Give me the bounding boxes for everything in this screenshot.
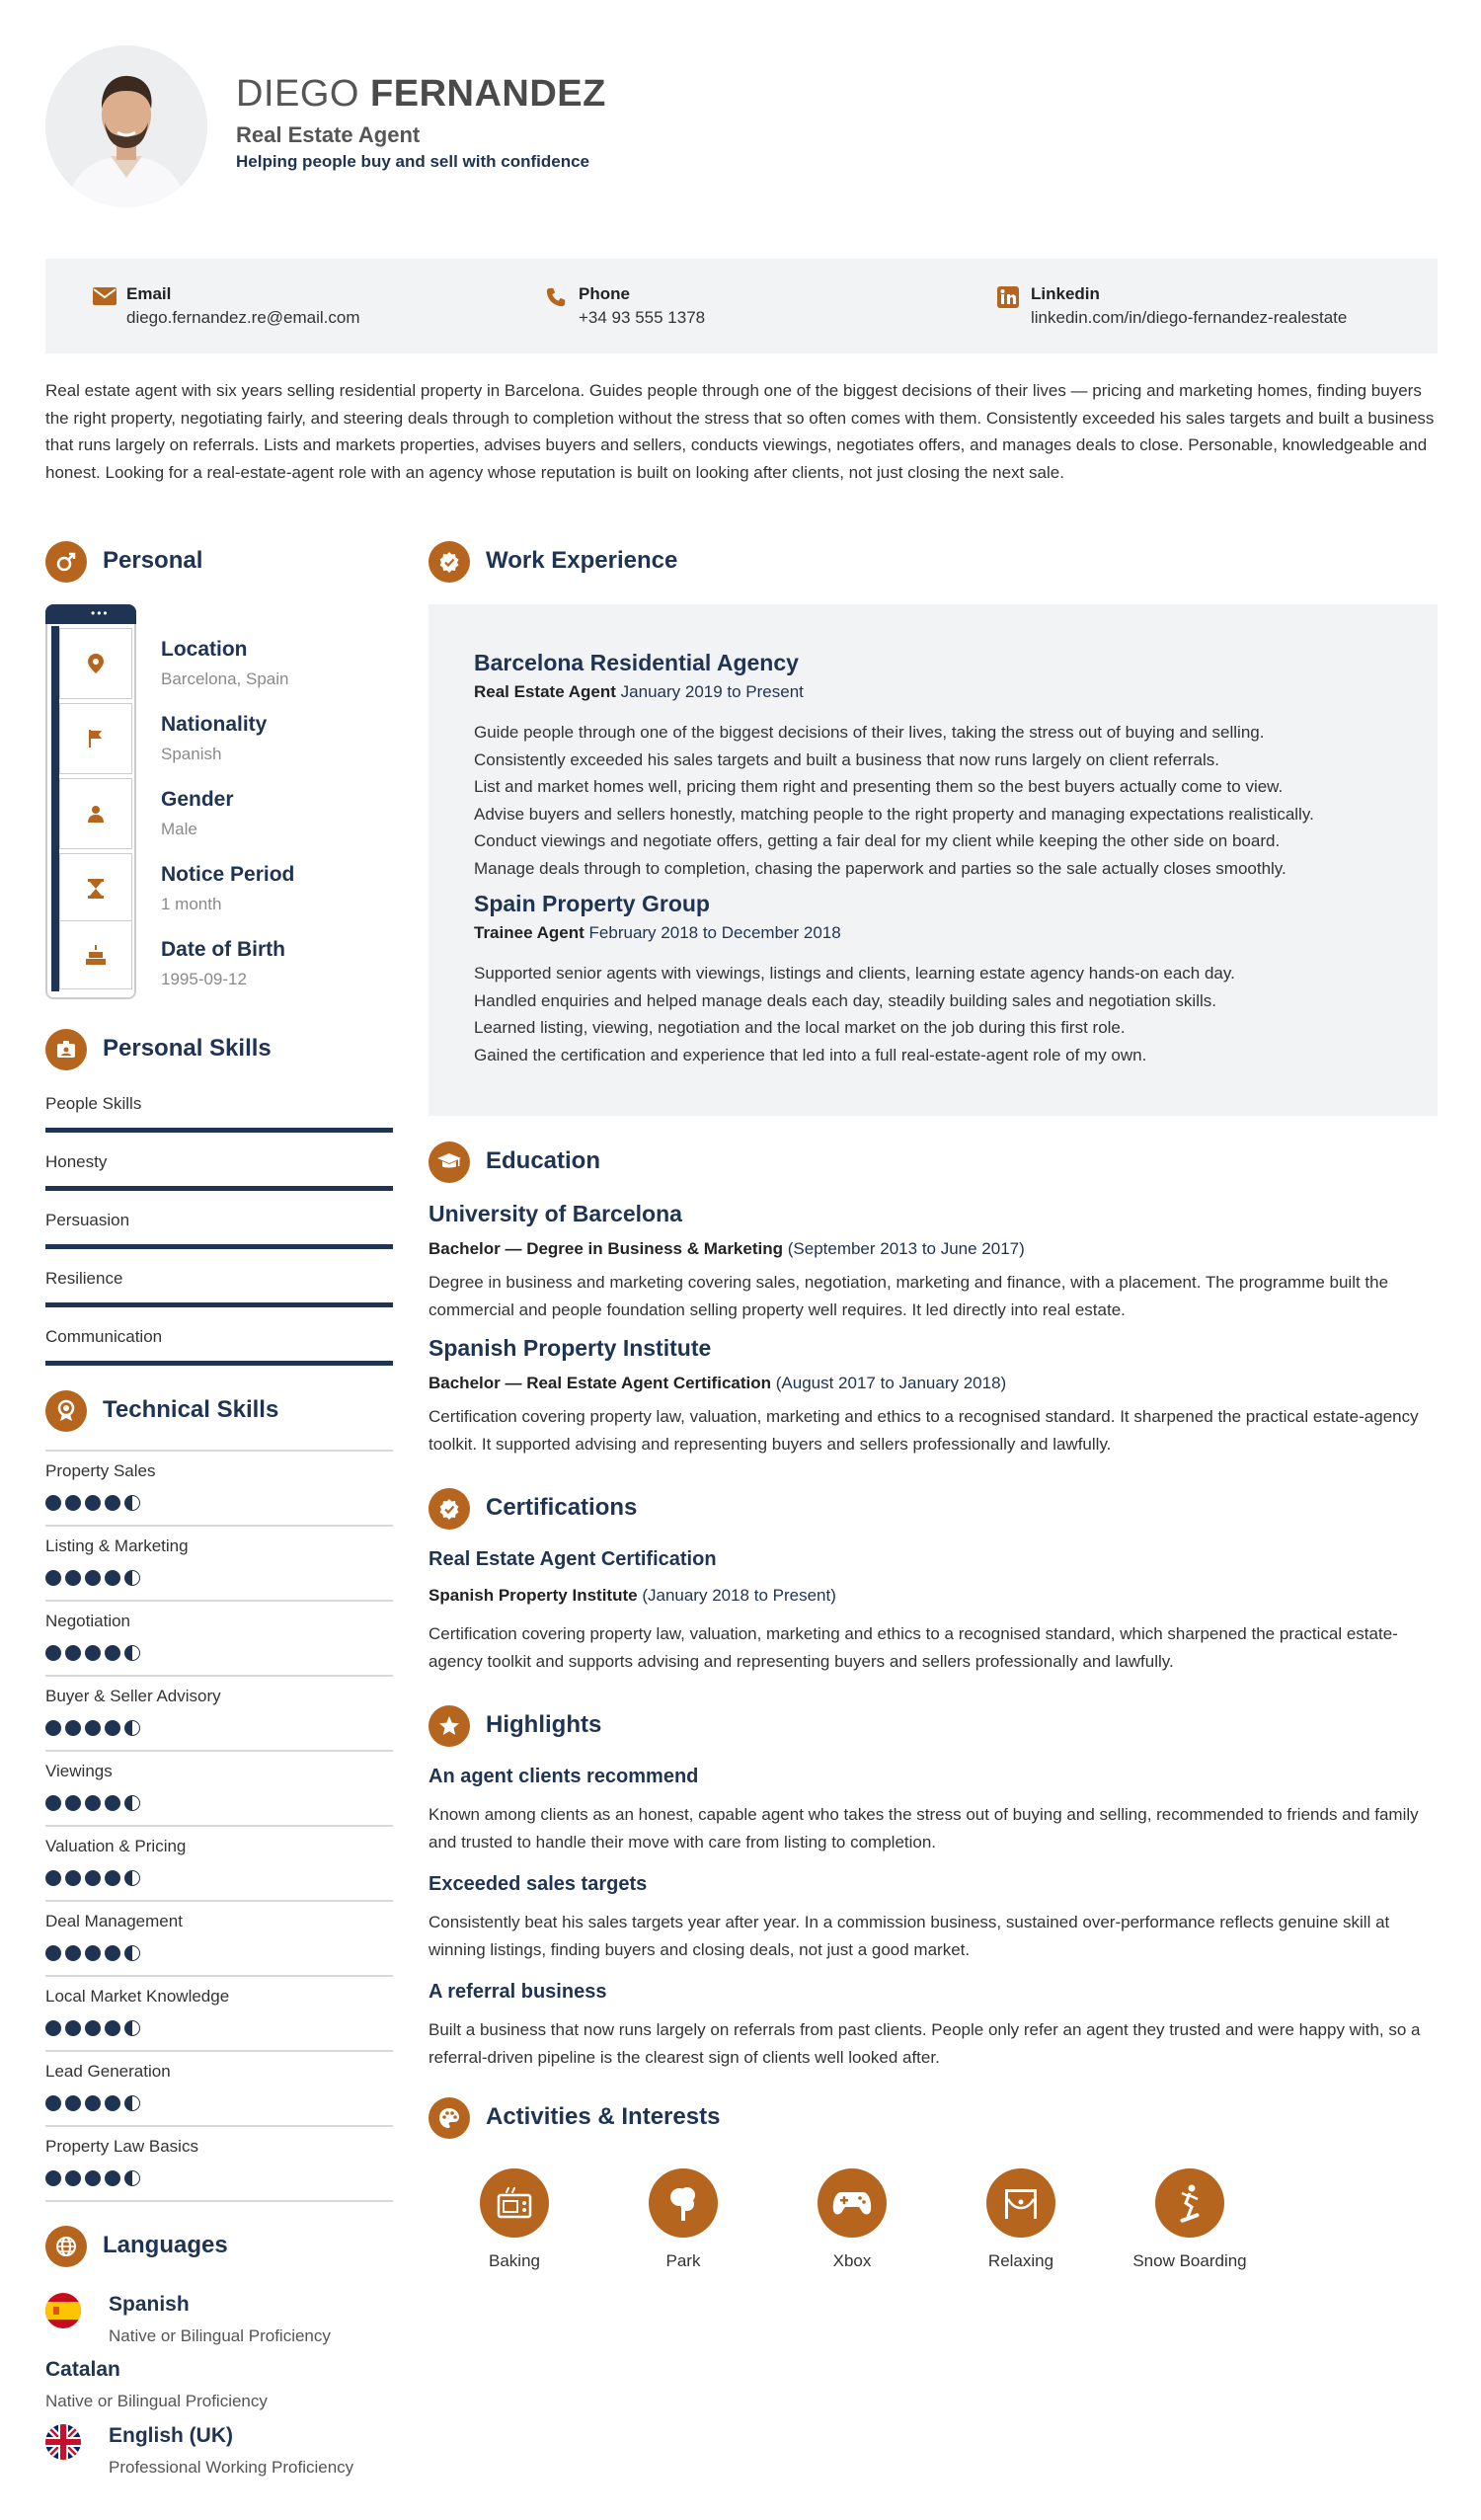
- highlight-title: Exceeded sales targets: [429, 1873, 648, 1895]
- personal-date-of-birth: [161, 938, 285, 989]
- rating-dot: [124, 1645, 140, 1661]
- degree-line: [429, 1239, 1025, 1259]
- duty-item: Conduct viewings and negotiate offers, getting a fair deal for my client while keeping the other side on board.: [474, 831, 1281, 850]
- skill-level-bar: [45, 1244, 393, 1249]
- duty-item: Manage deals through to completion, chasing the paperwork and parties so the sale actually closes smoothly.: [474, 858, 1286, 878]
- divider: [45, 2125, 393, 2127]
- email-value[interactable]: diego.fernandez.re@email.com: [126, 308, 360, 327]
- personal-skill-name: Communication: [45, 1327, 163, 1346]
- certification-dates: (January 2018 to Present): [642, 1586, 836, 1605]
- duty-item: Advise buyers and sellers honestly, matching people to the right property and managing expectations realistically.: [474, 804, 1314, 824]
- personal-skill: [45, 1211, 393, 1230]
- linkedin-label: Linkedin: [1031, 284, 1100, 303]
- certificate-badge-icon: [429, 1488, 470, 1530]
- profile-summary: Real estate agent with six years selling residential property in Barcelona. Guides people through one of the biggest decisions of their lives — pricing and marketing homes, finding buyers the right property, negotiating fairly, and steering deals through to completion without the stress that so often comes with them. Consistently exceeded his sales targets and built a business that runs largely on referrals. Lists and markets properties, advises buyers and sellers, conducts viewings, negotiates offers, and manages deals to close. Personable, knowledgeable and honest. Looking for a real-estate-agent role with an agency whose reputation is built on looking after clients, not just closing the next sale.: [45, 381, 1435, 482]
- skill-rating: [45, 1720, 140, 1736]
- certification-issuer-line: [429, 1586, 836, 1606]
- rating-dot: [45, 2020, 61, 2036]
- skill-level-fill: [45, 1302, 393, 1307]
- personal-location: [161, 638, 288, 689]
- role-line: [474, 682, 804, 702]
- language-proficiency: Native or Bilingual Proficiency: [109, 2326, 331, 2345]
- frame-topbar: •••: [45, 604, 136, 624]
- interest-label: Baking: [489, 2251, 540, 2270]
- skill-rating: [45, 2095, 140, 2111]
- rating-dot: [65, 1795, 81, 1811]
- gender-label: Gender: [161, 788, 234, 811]
- flag-icon: [59, 703, 132, 774]
- interest-label: Relaxing: [987, 2251, 1054, 2270]
- divider: [45, 1825, 393, 1827]
- duty-list: [474, 960, 1235, 1068]
- rating-dot: [85, 2020, 101, 2036]
- highlight-text: Known among clients as an honest, capable agent who takes the stress out of buying and selling, recommended to friends and family and trusted to handle their move with care from listing to completion.: [429, 1805, 1419, 1851]
- frame-strip: [51, 626, 59, 991]
- nationality-label: Nationality: [161, 713, 268, 736]
- skill-level-bar: [45, 1302, 393, 1307]
- rating-dot: [105, 1720, 120, 1736]
- divider: [45, 1525, 393, 1527]
- divider: [45, 1975, 393, 1977]
- personal-skills-title: Personal Skills: [103, 1035, 272, 1062]
- duty-item: List and market homes well, pricing them right and presenting them so the best buyers actually come to view.: [474, 777, 1284, 796]
- degree-dates: (September 2013 to June 2017): [787, 1239, 1025, 1258]
- rating-dot: [105, 1945, 120, 1961]
- highlight-title: An agent clients recommend: [429, 1766, 699, 1787]
- avatar: [45, 45, 207, 207]
- rating-dot: [124, 1795, 140, 1811]
- education-title: Education: [486, 1147, 601, 1174]
- personal-gender: [161, 788, 234, 839]
- rating-dot: [124, 2095, 140, 2111]
- phone-label: Phone: [579, 284, 630, 303]
- personal-skill: [45, 1269, 393, 1289]
- divider: [45, 1675, 393, 1677]
- personal-notice-period: [161, 863, 294, 914]
- contact-bar: [45, 259, 1438, 354]
- role-line: [474, 923, 841, 943]
- skill-rating: [45, 1645, 140, 1661]
- duty-item: Supported senior agents with viewings, listings and clients, learning estate agency hands-on each day.: [474, 964, 1235, 983]
- rating-dot: [85, 2095, 101, 2111]
- rating-dot: [105, 2020, 120, 2036]
- candidate-name: [236, 73, 606, 116]
- rating-dot: [45, 2095, 61, 2111]
- certification-title: Real Estate Agent Certification: [429, 1548, 717, 1570]
- certifications-title: Certifications: [486, 1494, 638, 1521]
- skill-level-fill: [45, 1186, 393, 1191]
- rating-dot: [85, 1495, 101, 1511]
- location-value: Barcelona, Spain: [161, 669, 289, 688]
- rating-dot: [124, 2170, 140, 2186]
- rating-dot: [124, 1945, 140, 1961]
- baking-icon: [480, 2168, 549, 2238]
- duty-item: Consistently exceeded his sales targets and built a business that now runs largely on client referrals.: [474, 749, 1220, 769]
- technical-skill-name: Deal Management: [45, 1912, 183, 1930]
- linkedin-value[interactable]: linkedin.com/in/diego-fernandez-realestate: [1031, 308, 1348, 327]
- language-name: Spanish: [109, 2293, 190, 2316]
- rating-dot: [85, 1570, 101, 1586]
- rating-dot: [45, 2170, 61, 2186]
- highlight-title: A referral business: [429, 1981, 607, 2003]
- rating-dot: [105, 1870, 120, 1886]
- rating-dot: [65, 1945, 81, 1961]
- personal-skill: [45, 1094, 393, 1114]
- first-name: DIEGO: [236, 73, 359, 115]
- rating-dot: [85, 1870, 101, 1886]
- linkedin-icon: [997, 286, 1019, 308]
- location-label: Location: [161, 638, 248, 661]
- rating-dot: [85, 1945, 101, 1961]
- rating-dot: [45, 1870, 61, 1886]
- rating-dot: [65, 1720, 81, 1736]
- technical-skill-name: Listing & Marketing: [45, 1536, 189, 1555]
- date-of-birth-value: 1995-09-12: [161, 970, 247, 988]
- skill-level-bar: [45, 1361, 393, 1366]
- palette-icon: [429, 2097, 470, 2139]
- language-name: Catalan: [45, 2358, 120, 2381]
- degree-dates: (August 2017 to January 2018): [775, 1374, 1007, 1392]
- duty-item: Learned listing, viewing, negotiation and the local market on the job during this first role.: [474, 1018, 1126, 1037]
- snowboard-icon: [1155, 2168, 1224, 2238]
- job-title: Real Estate Agent: [236, 122, 421, 147]
- interest-item: [445, 2168, 584, 2271]
- skill-rating: [45, 2170, 140, 2186]
- rating-dot: [45, 1645, 61, 1661]
- rating-dot: [105, 1495, 120, 1511]
- interest-item: [952, 2168, 1090, 2271]
- resume-header: [45, 45, 1438, 207]
- technical-skill-name: Valuation & Pricing: [45, 1837, 187, 1855]
- uk-flag-icon: [45, 2424, 81, 2460]
- role-title: Trainee Agent: [474, 923, 585, 942]
- language-name: English (UK): [109, 2424, 233, 2447]
- location-pin-icon: [59, 628, 132, 699]
- gamepad-icon: [818, 2168, 887, 2238]
- skill-rating: [45, 2020, 140, 2036]
- date-of-birth-label: Date of Birth: [161, 938, 285, 961]
- rating-dot: [124, 1720, 140, 1736]
- notice-period-label: Notice Period: [161, 863, 295, 886]
- rating-dot: [65, 2020, 81, 2036]
- rating-dot: [124, 1870, 140, 1886]
- person-icon: [59, 778, 132, 849]
- interest-item: [614, 2168, 752, 2271]
- highlight-text: Built a business that now runs largely on referrals from past clients. People only refer an agent they trusted and were happy with, so a referral-driven pipeline is the clearest sign of clients well looked after.: [429, 2020, 1421, 2067]
- role-title: Real Estate Agent: [474, 682, 616, 701]
- language-proficiency: Native or Bilingual Proficiency: [45, 2392, 268, 2410]
- rating-dot: [85, 2170, 101, 2186]
- nationality-value: Spanish: [161, 745, 222, 763]
- skill-rating: [45, 1945, 140, 1961]
- role-dates: January 2019 to Present: [620, 682, 804, 701]
- graduation-cap-icon: [429, 1142, 470, 1183]
- skill-level-bar: [45, 1128, 393, 1133]
- school-name: Spanish Property Institute: [429, 1335, 712, 1361]
- skill-rating: [45, 1795, 140, 1811]
- skill-rating: [45, 1870, 140, 1886]
- rating-dot: [45, 1495, 61, 1511]
- divider: [45, 2050, 393, 2052]
- tagline: Helping people buy and sell with confidence: [236, 152, 589, 171]
- duty-item: Gained the certification and experience that led into a full real-estate-agent role of my own.: [474, 1045, 1147, 1064]
- duty-item: Handled enquiries and helped manage deals each day, steadily building sales and negotiation skills.: [474, 990, 1216, 1010]
- rating-dot: [124, 1570, 140, 1586]
- divider: [45, 1450, 393, 1452]
- technical-skill-name: Buyer & Seller Advisory: [45, 1687, 221, 1705]
- interest-label: Xbox: [832, 2251, 872, 2270]
- notice-period-value: 1 month: [161, 895, 222, 913]
- rating-dot: [65, 2095, 81, 2111]
- spain-flag-icon: [45, 2293, 81, 2328]
- rating-dot: [105, 1645, 120, 1661]
- rating-dot: [45, 1945, 61, 1961]
- divider: [45, 2200, 393, 2202]
- globe-icon: [45, 2226, 87, 2267]
- personal-skill-name: Resilience: [45, 1269, 123, 1288]
- birthday-cake-icon: [59, 920, 132, 989]
- interest-item: [783, 2168, 921, 2271]
- education-description: Degree in business and marketing covering sales, negotiation, marketing and finance, with a placement. The programme built the commercial and people foundation selling property well requires. It led directly into real estate.: [429, 1273, 1389, 1319]
- rating-dot: [65, 1870, 81, 1886]
- award-icon: [45, 1390, 87, 1432]
- work-experience-title: Work Experience: [486, 547, 678, 574]
- technical-skill-name: Property Sales: [45, 1461, 156, 1480]
- divider: [45, 1900, 393, 1902]
- tree-icon: [649, 2168, 718, 2238]
- rating-dot: [105, 1570, 120, 1586]
- personal-frame: [45, 604, 136, 999]
- skill-rating: [45, 1495, 140, 1511]
- divider: [45, 1600, 393, 1602]
- degree: Bachelor — Degree in Business & Marketing: [429, 1239, 783, 1258]
- personal-title: Personal: [103, 547, 203, 574]
- technical-skill-name: Property Law Basics: [45, 2137, 198, 2156]
- highlight-text: Consistently beat his sales targets year after year. In a commission business, sustained over-performance reflects genuine skill at winning listings, finding buyers and closing deals, not just a good market.: [429, 1913, 1390, 1959]
- degree-line: [429, 1374, 1006, 1393]
- interest-label: Snow Boarding: [1132, 2251, 1247, 2270]
- rating-dot: [105, 2170, 120, 2186]
- certification-issuer: Spanish Property Institute: [429, 1586, 638, 1605]
- personal-skill-name: Honesty: [45, 1152, 108, 1171]
- skill-level-fill: [45, 1128, 393, 1133]
- rating-dot: [65, 1570, 81, 1586]
- personal-skill-name: People Skills: [45, 1094, 142, 1113]
- rating-dot: [45, 1720, 61, 1736]
- rating-dot: [105, 2095, 120, 2111]
- technical-skill-name: Negotiation: [45, 1612, 131, 1630]
- skill-level-fill: [45, 1361, 393, 1366]
- interest-label: Park: [665, 2251, 701, 2270]
- role-dates: February 2018 to December 2018: [588, 923, 841, 942]
- id-badge-icon: [45, 1029, 87, 1070]
- skill-rating: [45, 1570, 140, 1586]
- company-name: Spain Property Group: [474, 891, 710, 916]
- technical-skill-name: Viewings: [45, 1762, 113, 1780]
- rating-dot: [85, 1720, 101, 1736]
- language-proficiency: Professional Working Proficiency: [109, 2458, 354, 2477]
- technical-skill-name: Local Market Knowledge: [45, 1987, 230, 2006]
- rating-dot: [45, 1570, 61, 1586]
- personal-skill: [45, 1327, 393, 1347]
- interest-item: [1121, 2168, 1259, 2271]
- email-label: Email: [126, 284, 172, 303]
- skill-level-fill: [45, 1244, 393, 1249]
- email-icon: [93, 286, 117, 306]
- hourglass-icon: [59, 853, 132, 924]
- rating-dot: [85, 1645, 101, 1661]
- company-name: Barcelona Residential Agency: [474, 650, 799, 675]
- duty-item: Guide people through one of the biggest decisions of their lives, taking the stress out of buying and selling.: [474, 723, 1265, 742]
- rating-dot: [65, 1645, 81, 1661]
- skill-level-bar: [45, 1186, 393, 1191]
- briefcase-check-icon: [429, 541, 470, 583]
- rating-dot: [124, 2020, 140, 2036]
- divider: [45, 1750, 393, 1752]
- school-name: University of Barcelona: [429, 1201, 682, 1226]
- rating-dot: [65, 1495, 81, 1511]
- hammock-icon: [986, 2168, 1055, 2238]
- technical-skill-name: Lead Generation: [45, 2062, 171, 2081]
- star-icon: [429, 1705, 470, 1747]
- gender-value: Male: [161, 820, 197, 838]
- rating-dot: [45, 1795, 61, 1811]
- last-name: FERNANDEZ: [370, 73, 606, 115]
- personal-skill-name: Persuasion: [45, 1211, 130, 1229]
- degree: Bachelor — Real Estate Agent Certification: [429, 1374, 772, 1392]
- highlights-title: Highlights: [486, 1711, 602, 1738]
- duty-list: [474, 719, 1314, 882]
- languages-title: Languages: [103, 2232, 228, 2258]
- rating-dot: [85, 1795, 101, 1811]
- gender-icon: [45, 541, 87, 583]
- rating-dot: [124, 1495, 140, 1511]
- rating-dot: [65, 2170, 81, 2186]
- personal-skill: [45, 1152, 393, 1172]
- education-description: Certification covering property law, valuation, marketing and ethics to a recognised standard. It sharpened the practical estate-agency toolkit. It supported advising and representing buyers and sellers professionally and lawfully.: [429, 1407, 1419, 1454]
- certification-description: Certification covering property law, valuation, marketing and ethics to a recognised standard, which sharpened the practical estate-agency toolkit and supports advising and representing buyers and sellers professionally and lawfully.: [429, 1624, 1398, 1671]
- technical-skills-title: Technical Skills: [103, 1396, 279, 1423]
- personal-nationality: [161, 713, 267, 764]
- phone-icon: [545, 286, 567, 308]
- interests-title: Activities & Interests: [486, 2103, 721, 2130]
- phone-value[interactable]: +34 93 555 1378: [579, 308, 706, 327]
- rating-dot: [105, 1795, 120, 1811]
